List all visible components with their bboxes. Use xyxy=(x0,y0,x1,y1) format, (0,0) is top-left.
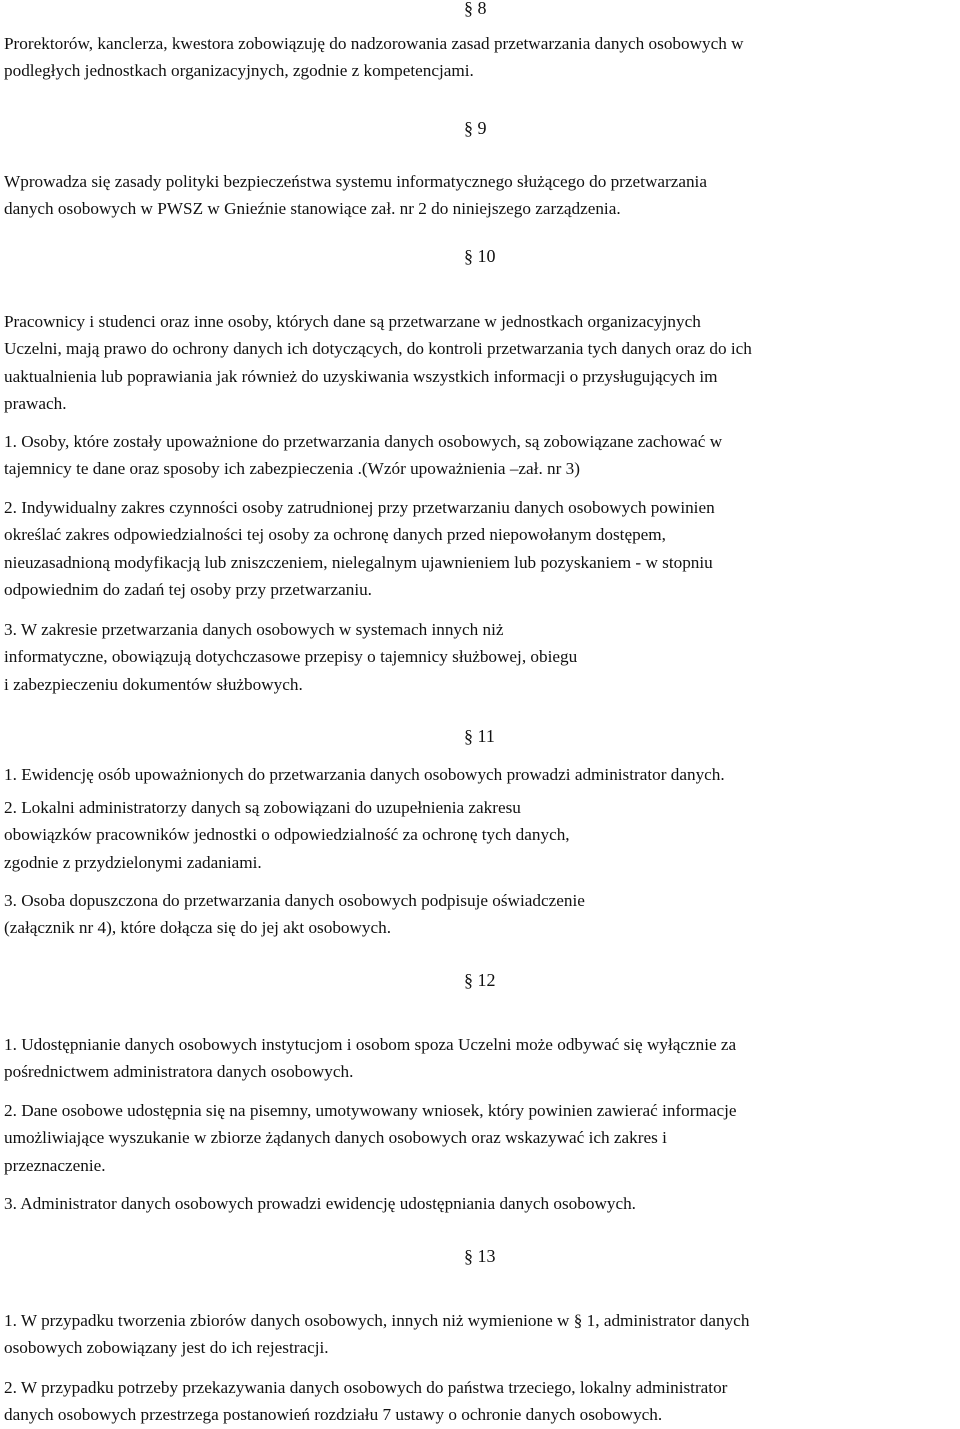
text-line: Wprowadza się zasady polityki bezpieczeństwa systemu informatycznego służącego do przetwarzania xyxy=(4,172,707,191)
text-line: Prorektorów, kanclerza, kwestora zobowiązuję do nadzorowania zasad przetwarzania danych osobowych w xyxy=(4,34,744,53)
section-heading-8: § 8 xyxy=(464,0,487,18)
paragraph-11-item-1 xyxy=(4,761,959,788)
section-heading-12: § 12 xyxy=(464,970,496,990)
text-line: osobowych zobowiązany jest do ich rejestracji. xyxy=(4,1338,329,1358)
paragraph-12-item-2 xyxy=(4,1097,959,1179)
text-line: informatyczne, obowiązują dotychczasowe przepisy o tajemnicy służbowej, obiegu xyxy=(4,647,578,667)
text-line: (załącznik nr 4), które dołącza się do jej akt osobowych. xyxy=(4,918,392,938)
section-heading-13: § 13 xyxy=(464,1246,496,1266)
text-line: przeznaczenie. xyxy=(4,1155,106,1175)
paragraph-13-item-1 xyxy=(4,1307,959,1362)
text-line: 2. Lokalni administratorzy danych są zobowiązani do uzupełnienia zakresu xyxy=(4,798,521,817)
paragraph-10-item-1 xyxy=(4,428,959,483)
text-line: określać zakres odpowiedzialności tej osoby za ochronę danych przed niepowołanym dostępem, xyxy=(4,525,666,545)
text-line: 3. Osoba dopuszczona do przetwarzania danych osobowych podpisuje oświadczenie xyxy=(4,891,585,910)
paragraph-8 xyxy=(4,30,959,85)
text-line: 3. Administrator danych osobowych prowadzi ewidencję udostępniania danych osobowych. xyxy=(4,1194,636,1213)
text-line: 2. W przypadku potrzeby przekazywania danych osobowych do państwa trzeciego, lokalny administrator xyxy=(4,1378,728,1397)
section-heading-10: § 10 xyxy=(464,246,496,266)
text-line: danych osobowych w PWSZ w Gnieźnie stanowiące zał. nr 2 do niniejszego zarządzenia. xyxy=(4,199,621,219)
paragraph-11-item-3 xyxy=(4,887,959,942)
text-line: 1. Udostępnianie danych osobowych instytucjom i osobom spoza Uczelni może odbywać się wyłącznie za xyxy=(4,1035,737,1054)
text-line: podległych jednostkach organizacyjnych, zgodnie z kompetencjami. xyxy=(4,61,474,81)
text-line: umożliwiające wyszukanie w zbiorze żądanych danych osobowych oraz wskazywać ich zakres i xyxy=(4,1128,667,1148)
text-line: tajemnicy te dane oraz sposoby ich zabezpieczenia .(Wzór upoważnienia –zał. nr 3) xyxy=(4,459,580,479)
paragraph-11-item-2 xyxy=(4,794,959,876)
paragraph-12-item-1 xyxy=(4,1031,959,1086)
text-line: i zabezpieczeniu dokumentów służbowych. xyxy=(4,674,303,694)
text-line: zgodnie z przydzielonymi zadaniami. xyxy=(4,852,262,872)
text-line: prawach. xyxy=(4,393,67,413)
text-line: 3. W zakresie przetwarzania danych osobowych w systemach innych niż xyxy=(4,620,504,639)
text-line: nieuzasadnioną modyfikacją lub zniszczeniem, nielegalnym ujawnieniem lub pozyskaniem - w stopniu xyxy=(4,552,713,572)
paragraph-13-item-2 xyxy=(4,1374,959,1429)
text-line: Uczelni, mają prawo do ochrony danych ich dotyczących, do kontroli przetwarzania tych danych oraz do ich xyxy=(4,339,752,359)
text-line: obowiązków pracowników jednostki o odpowiedzialność za ochronę tych danych, xyxy=(4,825,570,845)
text-line: Pracownicy i studenci oraz inne osoby, których dane są przetwarzane w jednostkach organizacyjnych xyxy=(4,312,701,331)
section-heading-9: § 9 xyxy=(464,118,487,138)
paragraph-10-intro xyxy=(4,308,959,417)
paragraph-10-item-3 xyxy=(4,616,959,698)
text-line: uaktualnienia lub poprawiania jak również do uzyskiwania wszystkich informacji o przysługujących im xyxy=(4,366,718,386)
text-line: 1. Ewidencję osób upoważnionych do przetwarzania danych osobowych prowadzi administrator danych. xyxy=(4,765,725,784)
section-heading-11: § 11 xyxy=(464,726,495,746)
paragraph-10-item-2 xyxy=(4,494,959,603)
text-line: odpowiednim do zadań tej osoby przy przetwarzaniu. xyxy=(4,579,372,599)
text-line: 2. Indywidualny zakres czynności osoby zatrudnionej przy przetwarzaniu danych osobowych powinien xyxy=(4,498,715,517)
text-line: 2. Dane osobowe udostępnia się na pisemny, umotywowany wniosek, który powinien zawierać informacje xyxy=(4,1101,737,1120)
paragraph-9 xyxy=(4,168,959,223)
text-line: pośrednictwem administratora danych osobowych. xyxy=(4,1062,354,1082)
text-line: 1. W przypadku tworzenia zbiorów danych osobowych, innych niż wymienione w § 1, administrator danych xyxy=(4,1311,750,1330)
text-line: danych osobowych przestrzega postanowień rozdziału 7 ustawy o ochronie danych osobowych. xyxy=(4,1405,663,1425)
text-line: 1. Osoby, które zostały upoważnione do przetwarzania danych osobowych, są zobowiązane zachować w xyxy=(4,432,723,451)
paragraph-12-item-3 xyxy=(4,1190,959,1217)
